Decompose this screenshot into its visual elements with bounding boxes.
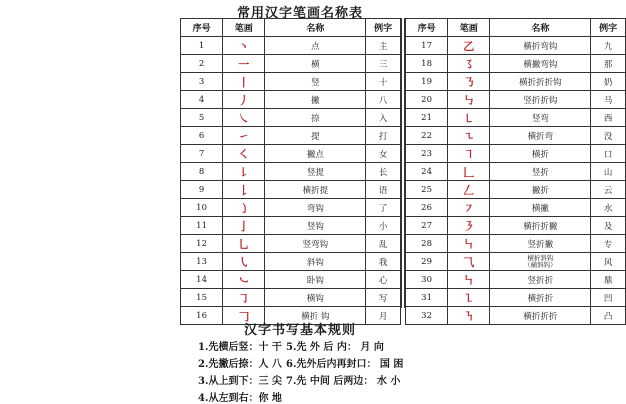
rule-item: 4.从左到右：你 地 xyxy=(198,393,282,404)
example-char: 月 xyxy=(366,307,401,325)
stroke-glyph: 亅 xyxy=(223,217,265,235)
table-row xyxy=(181,37,401,55)
stroke-glyph: ㇇ xyxy=(448,199,490,217)
stroke-glyph: 乚 xyxy=(223,235,265,253)
stroke-glyph: 一 xyxy=(223,55,265,73)
example-char: 语 xyxy=(366,181,401,199)
example-char: 入 xyxy=(366,109,401,127)
example-char: 口 xyxy=(591,145,626,163)
table-row xyxy=(406,109,626,127)
stroke-name: 撇折 xyxy=(490,181,591,199)
stroke-table-right xyxy=(405,18,626,325)
stroke-name: 竖提 xyxy=(265,163,366,181)
example-char: 云 xyxy=(591,181,626,199)
stroke-name: 弯钩 xyxy=(265,199,366,217)
stroke-name: 撇点 xyxy=(265,145,366,163)
row-number: 9 xyxy=(181,181,223,199)
row-number: 31 xyxy=(406,289,448,307)
row-number: 12 xyxy=(181,235,223,253)
example-char: 长 xyxy=(366,163,401,181)
row-number: 5 xyxy=(181,109,223,127)
stroke-name: 横折折折钩 xyxy=(490,73,591,91)
stroke-glyph: ㇞ xyxy=(448,271,490,289)
stroke-glyph: ㇅ xyxy=(448,289,490,307)
table-row xyxy=(406,127,626,145)
table-row xyxy=(181,289,401,307)
row-number: 2 xyxy=(181,55,223,73)
table-row xyxy=(406,271,626,289)
example-char: 西 xyxy=(591,109,626,127)
table-row xyxy=(181,163,401,181)
stroke-glyph: ㇕ xyxy=(448,145,490,163)
stroke-name: 竖弯钩 xyxy=(265,235,366,253)
stroke-name: 竖弯 xyxy=(490,109,591,127)
row-number: 29 xyxy=(406,253,448,271)
example-char: 水 xyxy=(591,199,626,217)
table-row xyxy=(181,217,401,235)
stroke-glyph: ㇂ xyxy=(223,253,265,271)
table-row xyxy=(181,145,401,163)
example-char: 奶 xyxy=(591,73,626,91)
table-row xyxy=(181,109,401,127)
rules-title: 汉字书写基本规则 xyxy=(243,323,356,338)
example-char: 鼎 xyxy=(591,271,626,289)
row-number: 23 xyxy=(406,145,448,163)
stroke-name: 横折提 xyxy=(265,181,366,199)
row-number: 14 xyxy=(181,271,223,289)
table-row xyxy=(406,199,626,217)
stroke-name: 竖折折 xyxy=(490,271,591,289)
stroke-name: 斜钩 xyxy=(265,253,366,271)
example-char: 山 xyxy=(591,163,626,181)
stroke-name: 横折弯钩 xyxy=(490,37,591,55)
stroke-glyph: ㇃ xyxy=(223,271,265,289)
stroke-name: 竖折撇 xyxy=(490,235,591,253)
stroke-glyph: ㇉ xyxy=(448,91,490,109)
stroke-name: 卧钩 xyxy=(265,271,366,289)
stroke-name: 提 xyxy=(265,127,366,145)
example-char: 乱 xyxy=(366,235,401,253)
table-row xyxy=(406,181,626,199)
example-char: 凸 xyxy=(591,307,626,325)
stroke-name: 竖折折钩 xyxy=(490,91,591,109)
stroke-glyph: ㇛ xyxy=(223,145,265,163)
header-no: 序号 xyxy=(406,19,448,37)
stroke-glyph: 丨 xyxy=(223,73,265,91)
example-char: 八 xyxy=(366,91,401,109)
stroke-name: 横撇 xyxy=(490,199,591,217)
stroke-glyph: 𠃊 xyxy=(448,163,490,181)
row-number: 22 xyxy=(406,127,448,145)
table-row xyxy=(406,73,626,91)
row-number: 30 xyxy=(406,271,448,289)
example-char: 那 xyxy=(591,55,626,73)
stroke-glyph: 丿 xyxy=(223,91,265,109)
rule-item: 5.先 外 后 内： 月 向 xyxy=(286,342,384,353)
row-number: 16 xyxy=(181,307,223,325)
row-number: 6 xyxy=(181,127,223,145)
row-number: 21 xyxy=(406,109,448,127)
example-char: 及 xyxy=(591,217,626,235)
stroke-name: 横钩 xyxy=(265,289,366,307)
stroke-name: 竖折 xyxy=(490,163,591,181)
rule-item: 7.先 中间 后两边： 水 小 xyxy=(286,376,401,387)
row-number: 13 xyxy=(181,253,223,271)
row-number: 32 xyxy=(406,307,448,325)
stroke-glyph: ㇡ xyxy=(448,73,490,91)
table-row xyxy=(406,217,626,235)
table-row xyxy=(181,235,401,253)
table-row xyxy=(181,199,401,217)
header-name: 名称 xyxy=(490,19,591,37)
row-number: 7 xyxy=(181,145,223,163)
row-number: 25 xyxy=(406,181,448,199)
example-char: 小 xyxy=(366,217,401,235)
page-title: 常用汉字笔画名称表 xyxy=(236,6,363,21)
example-char: 九 xyxy=(591,37,626,55)
stroke-glyph: ㇙ xyxy=(223,163,265,181)
stroke-name: 捺 xyxy=(265,109,366,127)
header-example: 例字 xyxy=(591,19,626,37)
header-name: 名称 xyxy=(265,19,366,37)
example-char: 专 xyxy=(591,235,626,253)
rule-item: 3.从上到下：三 尖 xyxy=(198,376,282,387)
stroke-glyph: ㇞ xyxy=(448,235,490,253)
example-char: 打 xyxy=(366,127,401,145)
stroke-name: 横折弯 xyxy=(490,127,591,145)
stroke-name: 横 xyxy=(265,55,366,73)
stroke-name-line-2: （横斜钩） xyxy=(524,260,557,269)
table-row xyxy=(406,91,626,109)
stroke-glyph: ⺄ xyxy=(448,253,490,271)
row-number: 8 xyxy=(181,163,223,181)
table-row xyxy=(181,91,401,109)
stroke-name: 横折折撇 xyxy=(490,217,591,235)
example-char: 马 xyxy=(591,91,626,109)
stroke-glyph: ㇎ xyxy=(448,307,490,325)
stroke-name: 撇 xyxy=(265,91,366,109)
example-char: 没 xyxy=(591,127,626,145)
table-row xyxy=(406,289,626,307)
row-number: 28 xyxy=(406,235,448,253)
table-row xyxy=(406,37,626,55)
example-char: 三 xyxy=(366,55,401,73)
row-number: 10 xyxy=(181,199,223,217)
header-stroke: 笔画 xyxy=(448,19,490,37)
example-char: 了 xyxy=(366,199,401,217)
stroke-glyph: ㇁ xyxy=(223,199,265,217)
stroke-glyph: 乙 xyxy=(448,37,490,55)
stroke-glyph: ㇀ xyxy=(223,127,265,145)
row-number: 26 xyxy=(406,199,448,217)
header-no: 序号 xyxy=(181,19,223,37)
row-number: 20 xyxy=(406,91,448,109)
rule-item: 2.先撇后捺：人 八 xyxy=(198,359,282,370)
stroke-glyph: ㇋ xyxy=(448,217,490,235)
row-number: 18 xyxy=(406,55,448,73)
row-number: 15 xyxy=(181,289,223,307)
stroke-glyph: 𠃋 xyxy=(448,181,490,199)
header-stroke: 笔画 xyxy=(223,19,265,37)
rule-item: 1.先横后竖：十 干 xyxy=(198,342,282,353)
row-number: 27 xyxy=(406,217,448,235)
example-char: 心 xyxy=(366,271,401,289)
example-char: 风 xyxy=(591,253,626,271)
row-number: 3 xyxy=(181,73,223,91)
stroke-name: 横撇弯钩 xyxy=(490,55,591,73)
table-row xyxy=(181,55,401,73)
table-row xyxy=(406,235,626,253)
table-row xyxy=(181,181,401,199)
row-number: 19 xyxy=(406,73,448,91)
table-row xyxy=(181,253,401,271)
stroke-glyph: ㇆ xyxy=(223,289,265,307)
example-char: 写 xyxy=(366,289,401,307)
stroke-name-line-1: 横折斜钩 xyxy=(527,253,554,262)
table-row xyxy=(181,127,401,145)
stroke-glyph: ㇍ xyxy=(448,127,490,145)
stroke-name: 点 xyxy=(265,37,366,55)
stroke-name: 横折折折 xyxy=(490,307,591,325)
stroke-glyph: ㇄ xyxy=(448,109,490,127)
stroke-glyph: 𠄌 xyxy=(223,181,265,199)
stroke-name: 横折折 xyxy=(490,289,591,307)
stroke-name: 横折 钩 xyxy=(265,307,366,325)
stroke-name: 横折 xyxy=(490,145,591,163)
stroke-glyph: 𠃌 xyxy=(223,307,265,325)
table-row xyxy=(406,55,626,73)
table-row xyxy=(406,253,626,271)
row-number: 17 xyxy=(406,37,448,55)
row-number: 11 xyxy=(181,217,223,235)
stroke-table-left xyxy=(180,18,401,325)
row-number: 4 xyxy=(181,91,223,109)
rule-item: 6.先外后内再封口： 国 困 xyxy=(286,359,404,370)
table-row xyxy=(181,271,401,289)
example-char: 十 xyxy=(366,73,401,91)
stroke-name xyxy=(490,253,591,271)
stroke-glyph: 丶 xyxy=(223,37,265,55)
header-example: 例字 xyxy=(366,19,401,37)
stroke-name: 竖钩 xyxy=(265,217,366,235)
table-row xyxy=(181,73,401,91)
table-row xyxy=(406,163,626,181)
example-char: 主 xyxy=(366,37,401,55)
stroke-glyph: ㇌ xyxy=(448,55,490,73)
row-number: 1 xyxy=(181,37,223,55)
example-char: 我 xyxy=(366,253,401,271)
example-char: 女 xyxy=(366,145,401,163)
row-number: 24 xyxy=(406,163,448,181)
table-row xyxy=(406,145,626,163)
stroke-glyph: ㇏ xyxy=(223,109,265,127)
example-char: 凹 xyxy=(591,289,626,307)
stroke-name: 竖 xyxy=(265,73,366,91)
